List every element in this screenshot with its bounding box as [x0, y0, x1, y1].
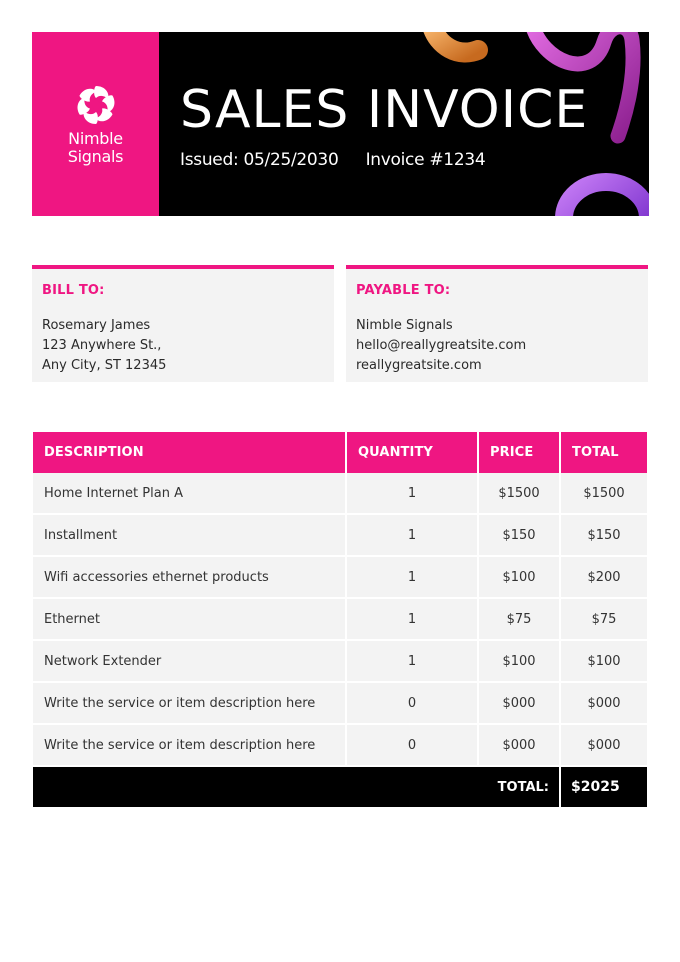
- table-header-row: [33, 432, 647, 473]
- payable-to-company: Nimble Signals: [356, 318, 453, 333]
- column-header-total: TOTAL: [561, 432, 647, 473]
- item-description: Installment: [33, 515, 347, 557]
- item-quantity: 1: [347, 641, 479, 683]
- payable-to-heading: PAYABLE TO:: [356, 283, 451, 298]
- item-total: $1500: [561, 473, 647, 515]
- item-total: $100: [561, 641, 647, 683]
- bill-to-name: Rosemary James: [42, 318, 151, 333]
- table-row: [33, 473, 647, 515]
- item-price: $100: [479, 641, 561, 683]
- item-description: Ethernet: [33, 599, 347, 641]
- item-quantity: 1: [347, 599, 479, 641]
- flower-swirl-logo-icon: [75, 84, 117, 126]
- item-total: $000: [561, 683, 647, 725]
- brand-name-line2: Signals: [67, 147, 124, 166]
- payable-to-email: hello@reallygreatsite.com: [356, 338, 527, 353]
- item-quantity: 0: [347, 683, 479, 725]
- bill-to-heading: BILL TO:: [42, 283, 105, 298]
- issued-date: Issued: 05/25/2030: [180, 150, 339, 170]
- payable-to-card: [346, 265, 648, 382]
- item-price: $000: [479, 725, 561, 767]
- table-row: [33, 599, 647, 641]
- item-description: Home Internet Plan A: [33, 473, 347, 515]
- item-price: $1500: [479, 473, 561, 515]
- table-row: [33, 515, 647, 557]
- item-description: Write the service or item description here: [33, 725, 347, 767]
- item-total: $150: [561, 515, 647, 557]
- item-total: $75: [561, 599, 647, 641]
- invoice-title: SALES INVOICE: [180, 80, 589, 140]
- grand-total-label: TOTAL:: [33, 767, 561, 807]
- table-row: [33, 725, 647, 767]
- item-description: Wifi accessories ethernet products: [33, 557, 347, 599]
- decorative-3d-shapes: [392, 32, 649, 216]
- invoice-number: Invoice #1234: [365, 150, 486, 170]
- table-row: [33, 641, 647, 683]
- bill-to-card: [32, 265, 334, 382]
- item-quantity: 1: [347, 515, 479, 557]
- invoice-items-table: [33, 432, 647, 807]
- item-price: $100: [479, 557, 561, 599]
- item-quantity: 0: [347, 725, 479, 767]
- item-price: $000: [479, 683, 561, 725]
- column-header-price: PRICE: [479, 432, 561, 473]
- brand-block: [32, 32, 159, 216]
- item-description: Write the service or item description here: [33, 683, 347, 725]
- column-header-description: DESCRIPTION: [33, 432, 347, 473]
- item-quantity: 1: [347, 557, 479, 599]
- column-header-quantity: QUANTITY: [347, 432, 479, 473]
- table-row: [33, 557, 647, 599]
- payable-to-website: reallygreatsite.com: [356, 358, 482, 373]
- bill-to-city: Any City, ST 12345: [42, 358, 167, 373]
- item-quantity: 1: [347, 473, 479, 515]
- item-price: $150: [479, 515, 561, 557]
- item-price: $75: [479, 599, 561, 641]
- bill-to-street: 123 Anywhere St.,: [42, 338, 162, 353]
- grand-total-value: $2025: [561, 767, 647, 807]
- brand-name-line1: Nimble: [68, 129, 123, 148]
- brand-name: [68, 130, 123, 166]
- table-row: [33, 683, 647, 725]
- invoice-header: [32, 32, 649, 216]
- table-total-row: [33, 767, 647, 807]
- item-total: $000: [561, 725, 647, 767]
- item-description: Network Extender: [33, 641, 347, 683]
- item-total: $200: [561, 557, 647, 599]
